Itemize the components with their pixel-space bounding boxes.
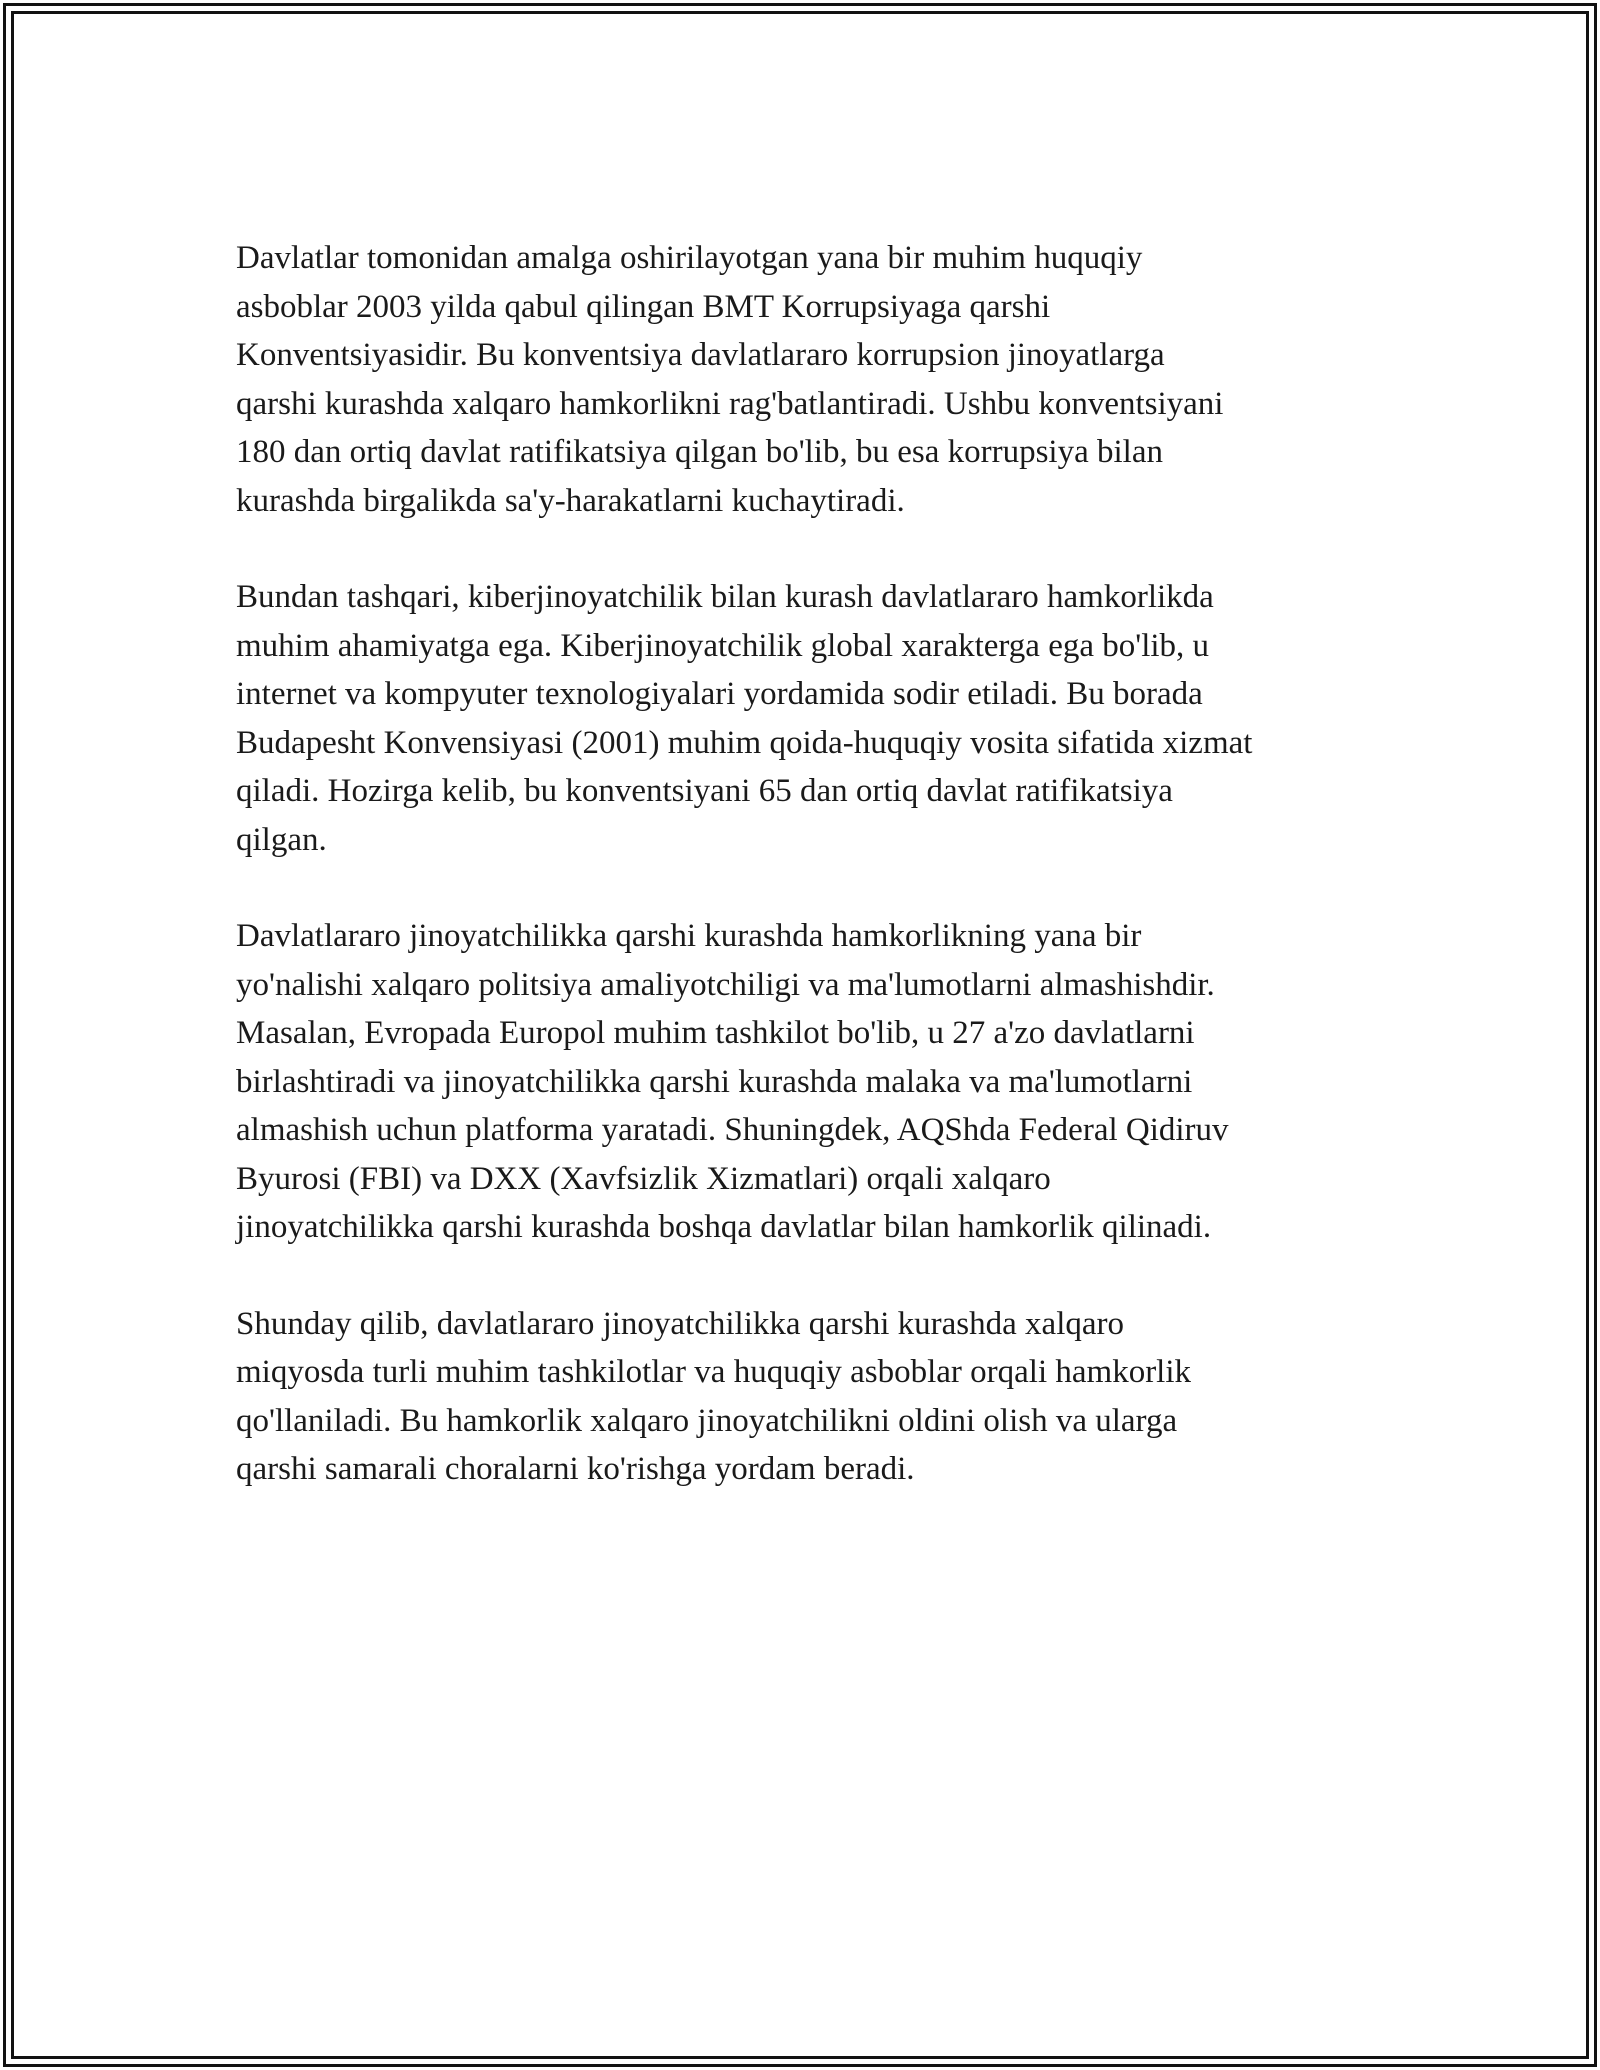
text-line: muhim ahamiyatga ega. Kiberjinoyatchilik global xarakterga ega bo'lib, u <box>236 627 1210 664</box>
text-line: Masalan, Evropada Europol muhim tashkilot bo'lib, u 27 a'zo davlatlarni <box>236 1015 1195 1051</box>
paragraph-un-corruption-convention <box>236 234 1386 525</box>
text-line: qarshi kurashda xalqaro hamkorlikni rag'batlantiradi. Ushbu konventsiyani <box>236 385 1224 422</box>
text-line: asboblar 2003 yilda qabul qilingan BMT Korrupsiyaga qarshi <box>236 288 1051 325</box>
text-line: qilgan. <box>236 821 327 858</box>
text-line: Davlatlararo jinoyatchilikka qarshi kurashda hamkorlikning yana bir <box>236 918 1142 954</box>
text-line: jinoyatchilikka qarshi kurashda boshqa davlatlar bilan hamkorlik qilinadi. <box>236 1209 1212 1245</box>
text-line: qarshi samarali choralarni ko'rishga yordam beradi. <box>236 1451 915 1487</box>
text-line: almashish uchun platforma yaratadi. Shuningdek, AQShda Federal Qidiruv <box>236 1112 1229 1148</box>
text-line: internet va kompyuter texnologiyalari yordamida sodir etiladi. Bu borada <box>236 676 1203 712</box>
paragraph-cybercrime <box>236 573 1386 864</box>
text-line: Bundan tashqari, kiberjinoyatchilik bilan kurash davlatlararo hamkorlikda <box>236 579 1214 615</box>
text-line: birlashtiradi va jinoyatchilikka qarshi kurashda malaka va ma'lumotlarni <box>236 1063 1193 1100</box>
text-line: yo'nalishi xalqaro politsiya amaliyotchiligi va ma'lumotlarni almashishdir. <box>236 966 1215 1003</box>
text-line: Konventsiyasidir. Bu konventsiya davlatlararo korrupsion jinoyatlarga <box>236 337 1165 373</box>
paragraph-police-cooperation <box>236 912 1386 1252</box>
text-line: kurashda birgalikda sa'y-harakatlarni kuchaytiradi. <box>236 482 905 519</box>
text-line: 180 dan ortiq davlat ratifikatsiya qilgan bo'lib, bu esa korrupsiya bilan <box>236 434 1163 470</box>
text-line: Davlatlar tomonidan amalga oshirilayotgan yana bir muhim huquqiy <box>236 240 1143 276</box>
document-body <box>236 234 1386 1542</box>
text-line: miqyosda turli muhim tashkilotlar va huquqiy asboblar orqali hamkorlik <box>236 1354 1192 1390</box>
text-line: Budapesht Konvensiyasi (2001) muhim qoida-huquqiy vosita sifatida xizmat <box>236 724 1253 761</box>
text-line: Byurosi (FBI) va DXX (Xavfsizlik Xizmatlari) orqali xalqaro <box>236 1160 1051 1197</box>
text-line: Shunday qilib, davlatlararo jinoyatchilikka qarshi kurashda xalqaro <box>236 1305 1125 1342</box>
paragraph-conclusion <box>236 1300 1386 1494</box>
text-line: qiladi. Hozirga kelib, bu konventsiyani 65 dan ortiq davlat ratifikatsiya <box>236 773 1173 809</box>
text-line: qo'llaniladi. Bu hamkorlik xalqaro jinoyatchilikni oldini olish va ularga <box>236 1402 1178 1439</box>
